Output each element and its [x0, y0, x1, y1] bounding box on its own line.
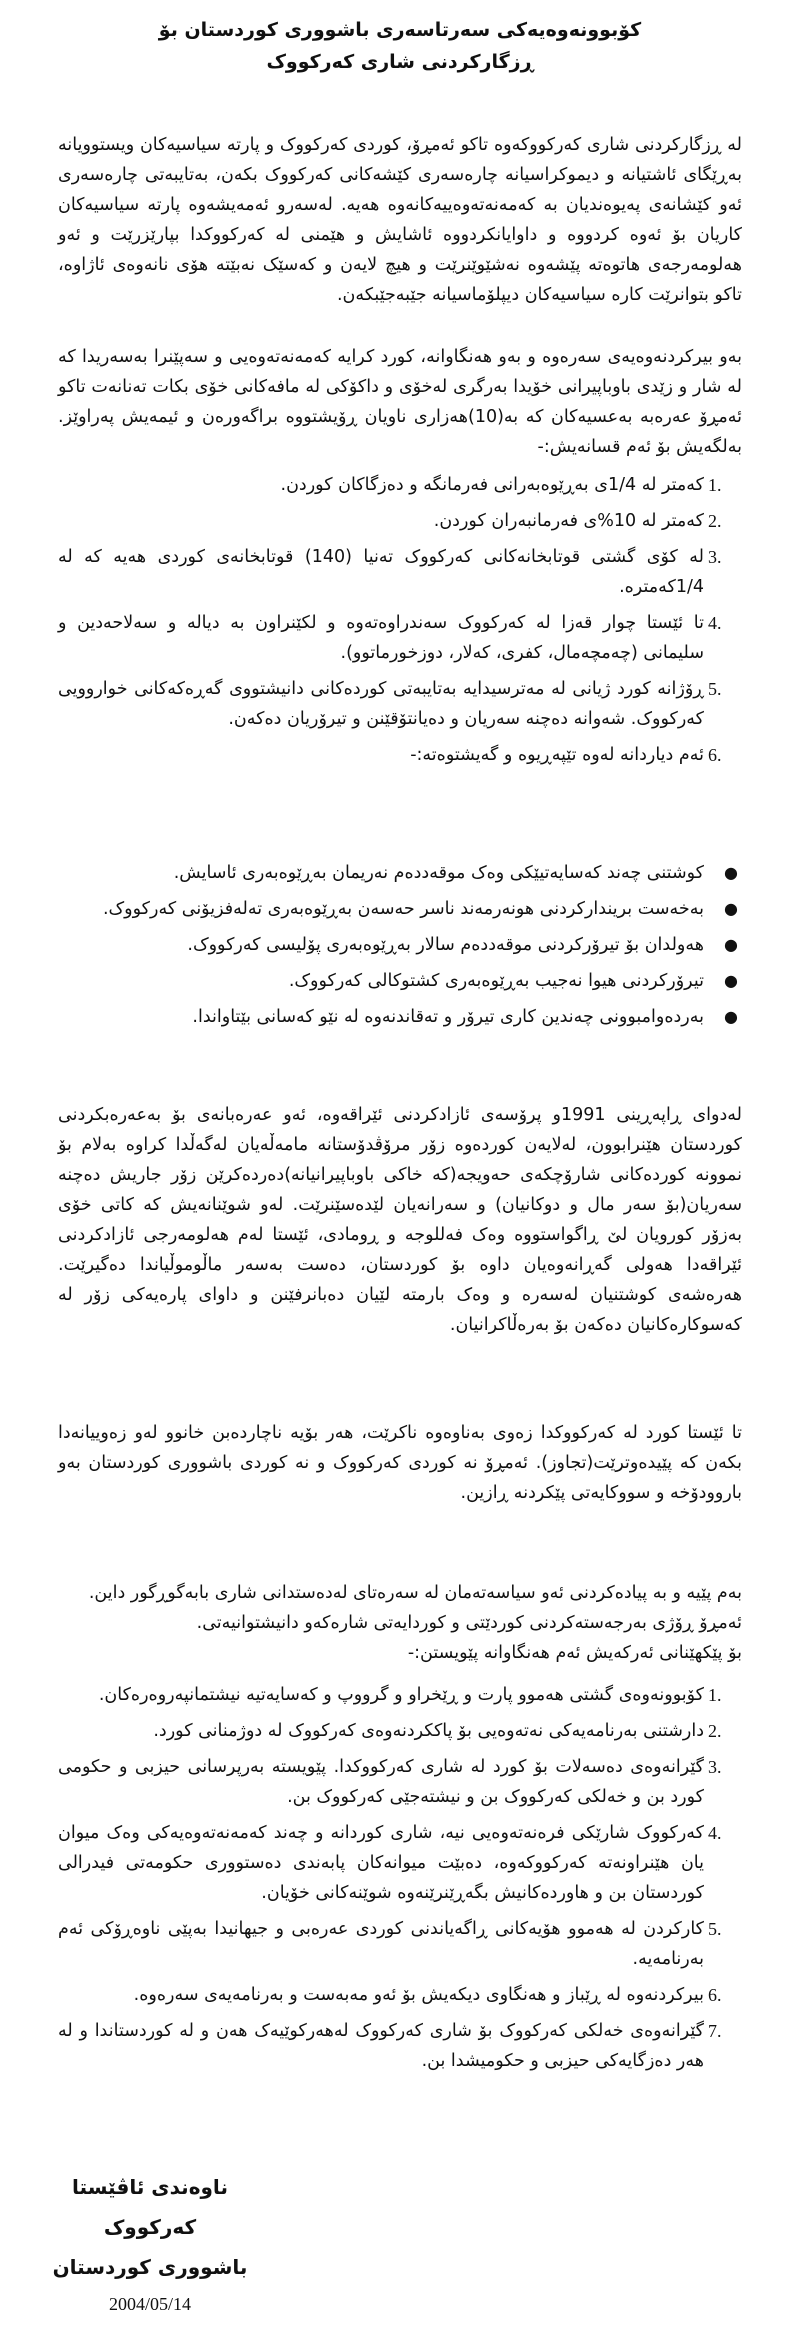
list-number: 5. [708, 1919, 722, 1939]
list-item [58, 608, 742, 668]
bullet-item [58, 930, 742, 960]
intro-paragraph-2: بەو بیرکردنەوەیەی سەرەوە و بەو هەنگاوانە، کورد کرایە کەمەنەتەوەیی و سەپێنرا بەسەریدا کە لە شار و زێدی باوباپیرانی خۆیدا بەرگری لەخۆی و داکۆکی لە مافەکانی خۆی بکات تەنانەت تاکو ئەمڕۆ عەرەبە بەعسیەکان کە بە(10)هەزاری ناویان ڕۆیشتووە براگەورەن و ئیمەیش پەراوێز. بەلگەیش بۆ ئەم قسانەیش:- [58, 347, 742, 457]
list-number: 4. [708, 1823, 722, 1843]
list-item [58, 1716, 742, 1746]
list-item [58, 506, 742, 536]
list-item-text: کەمتر لە 10%ی فەرمانبەران کوردن. [433, 511, 704, 531]
list-item [58, 2016, 742, 2076]
steps-intro-line-1: بەم پێیە و بە پیادەکردنی ئەو سیاسەتەمان لە سەرەتای لەدەستدانی شاری بابەگوڕگور داین. [88, 1583, 742, 1603]
list-item [58, 1680, 742, 1710]
list-item [58, 1818, 742, 1908]
list-item-text: گێرانەوەی خەلکی کەرکووک بۆ شاری کەرکووک لەهەرکوێیەک هەن و لە کوردستاندا و لە هەر دەزگایەکی حیزبی و حکومیشدا بن. [58, 2021, 704, 2071]
header-title-line-1: کۆبوونەوەیەکی سەرتاسەری باشووری کوردستان بۆ [158, 19, 642, 41]
list-item-text: دارشتنی بەرنامەیەکی نەتەوەیی بۆ پاککردنەوەی کەرکووک لە دوژمنانی کورد. [153, 1721, 704, 1741]
list-number: 5. [708, 679, 722, 699]
bullet-item-text: تیرۆرکردنی هیوا نەجیب بەڕێوەبەری کشتوکالی کەرکووک. [288, 971, 704, 991]
header-title-line-2: ڕزگارکردنی شاری کەرکووک [266, 51, 534, 73]
bullet-item-text: بەردەوامبوونی چەندین کاری تیرۆر و تەقاندنەوە لە نێو کەسانی بێتاواندا. [192, 1007, 704, 1027]
signature-region: باشووری کوردستان [52, 2255, 248, 2279]
list-number: 3. [708, 1757, 722, 1777]
signature-date: 2004/05/14 [108, 2294, 191, 2314]
bullet-item-text: بەخەست بریندارکردنی هونەرمەند ناسر حەسەن بەڕێوەبەری تەلەفزیۆنی کەرکووک. [102, 899, 704, 919]
list-item-text: کەمتر لە 1/4ی بەڕێوەبەرانی فەرمانگە و دەزگاکان کوردن. [280, 475, 704, 495]
steps-intro-line-2: ئەمڕۆ ڕۆژی بەرجەستەکردنی کوردێتی و کوردایەتی شارەکەو دانیشتوانیەتی. [196, 1613, 742, 1633]
steps-intro-line-3: بۆ پێکهێنانی ئەرکەیش ئەم هەنگاوانە پێویستن:- [407, 1643, 742, 1663]
bullet-item-text: کوشتنی چەند کەسایەتیێکی وەک موقەددەم نەریمان بەڕێوەبەری ئاسایش. [173, 863, 704, 883]
list-item-text: ڕۆژانە کورد ژیانی لە مەترسیدایە بەتایبەتی کوردەکانی دانیشتووی گەڕەکەکانی خواروویی کەرکووک. شەوانە دەچنە سەریان و دەیانتۆقێنن و تیرۆریان دەکەن. [58, 679, 704, 729]
list-item [58, 542, 742, 602]
signature-organization: ناوەندی ئاڤێستا [72, 2175, 228, 2199]
list-number: 6. [708, 745, 722, 765]
list-number: 7. [708, 2021, 722, 2041]
bullet-icon: ● [724, 935, 738, 954]
evidence-list [58, 470, 742, 776]
list-item [58, 1914, 742, 1974]
list-number: 1. [708, 1685, 722, 1705]
signature-city: کەرکووک [103, 2215, 197, 2239]
incidents-bullet-list [58, 858, 742, 1038]
list-item-text: گێرانەوەی دەسەلات بۆ کورد لە شاری کەرکووکدا. پێویستە بەرپرسانی حیزبی و حکومی کورد بن و خەلکی کەرکووک بن و نیشتەجێی کەرکووک بن. [58, 1757, 704, 1807]
list-number: 1. [708, 475, 722, 495]
required-steps-list [58, 1680, 742, 2082]
paragraph-steps-intro [58, 1578, 742, 1668]
bullet-icon: ● [724, 899, 738, 918]
list-item [58, 1980, 742, 2010]
paragraph-land-issue: تا ئێستا کورد لە کەرکووکدا زەوی بەناوەوە ناکرێت، هەر بۆیە ناچاردەبن خانوو لەو زەوییانەدا بکەن کە پێیدەوترێت(تجاوز). ئەمڕۆ نە کوردی کەرکووک و نە کوردی باشووری کوردستان بەو باروودۆخە و سووکایەتی پێکردنە ڕازین. [58, 1423, 742, 1503]
list-number: 3. [708, 547, 722, 567]
list-item-text: لە کۆی گشتی قوتابخانەکانی کەرکووک تەنیا (140) قوتابخانەی کوردی هەیە کە لە 1/4کەمترە. [58, 547, 704, 597]
bullet-icon: ● [724, 863, 738, 882]
list-item [58, 470, 742, 500]
bullet-icon: ● [724, 1007, 738, 1026]
bullet-item [58, 858, 742, 888]
list-number: 2. [708, 1721, 722, 1741]
list-item [58, 1752, 742, 1812]
list-item-text: کارکردن لە هەموو هۆیەکانی ڕاگەیاندنی کوردی عەرەبی و جیهانیدا بەپێی ناوەڕۆکی ئەم بەرنامەیە. [58, 1919, 704, 1969]
list-item-text: بیرکردنەوە لە ڕێباز و هەنگاوی دیکەیش بۆ ئەو مەبەست و بەرنامەیەی سەرەوە. [133, 1985, 704, 2005]
list-item [58, 740, 742, 770]
list-item-text: تا ئێستا چوار قەزا لە کەرکووک سەندراوەتەوە و لکێنراون بە دیالە و سەلاحەدین و سلیمانی (چەمچەمال، کفری، کەلار، دوزخورماتوو). [58, 613, 704, 663]
bullet-item [58, 1002, 742, 1032]
bullet-item [58, 966, 742, 996]
list-number: 2. [708, 511, 722, 531]
bullet-icon: ● [724, 971, 738, 990]
document-header [40, 14, 760, 78]
list-item-text: کۆبوونەوەی گشتی هەموو پارت و ڕێخراو و گرووپ و کەسایەتیە نیشتمانپەروەرەکان. [98, 1685, 704, 1705]
list-item-text: کەرکووک شارێکی فرەنەتەوەیی نیە، شاری کوردانە و چەند کەمەنەتەوەیەکی وەک میوان یان هێنراونەتە کەرکووکەوە، دەبێت میوانەکان پابەندی دەستووری حکومەتی فیدرالی کوردستان بن و هاوردەکانیش بگەڕێنرێنەوە شوێنەکانی خۆیان. [58, 1823, 704, 1903]
list-number: 6. [708, 1985, 722, 2005]
bullet-item-text: هەولدان بۆ تیرۆرکردنی موقەددەم سالار بەڕێوەبەری پۆلیسی کەرکووک. [187, 935, 704, 955]
list-item-text: ئەم دیاردانە لەوە تێپەڕیوە و گەیشتوەتە:- [410, 745, 704, 765]
paragraph-post-1991: لەدوای ڕاپەڕینی 1991و پرۆسەی ئازادکردنی ئێراقەوە، ئەو عەرەبانەی بۆ بەعەرەبکردنی کوردستان هێنرابوون، لەلایەن کوردەوە زۆر مرۆڤدۆستانە مامەڵەیان لەگەڵدا کراوە بەلام بۆ نموونە کوردەکانی شارۆچکەی حەویجە(کە خاکی باوباپیرانیانە)دەردەکرێن زۆر جاریش دەچنە سەریان(بۆ سەر مال و دوکانیان) و سەرانەیان لێدەسێنرێت. لەو شوێنانەیش کە کاتی خۆی بەزۆر کورویان لێ ڕاگواستووە وەک فەللوجە و ڕومادی، ئێستا لەم هەلومەرجی ئازادکردنی ئێراقەدا هەولی گەڕانەوەیان داوە بۆ کوردستان، دەست بەسەر ماڵوموڵیاندا دەگیرێت. هەرەشەی کوشتنیان لەسەرە و وەک بارمتە لێیان دەبانرفێنن و داوای پارەیەکی زۆر لە کەسوکارەکانیان دەکەن بۆ بەرەڵاکرانیان. [58, 1105, 743, 1335]
intro-paragraph-1: لە ڕزگارکردنی شاری کەرکووکەوە تاکو ئەمڕۆ، کوردی کەرکووک و پارتە سیاسیەکان ویستوویانە بەڕێگای ئاشتیانە و دیموکراسیانە چارەسەری کێشەکانی کەرکووک بکەن، بەتایبەتی چارەسەری ئەو کێشانەی پەیوەندیان بە کەمەنەتەوەییەکانەوە هەیە. لەسەرو ئەمەیشەوە پارتە سیاسیەکان کاریان بۆ ئەوە کردووە و داوایانکردووە ئاشایش و هێمنی لە کەرکووکدا بپارێزرێت و ئەو هەلومەرجەی هاتوەتە پێشەوە نەشێوێنرێت و هیچ لایەن و کەسێک نەبێتە هۆی نانەوەی ئاژاوە، تاکو بتوانرێت کارە سیاسیەکان دیپلۆماسیانە جێبەجێبکەن. [58, 135, 742, 305]
list-number: 4. [708, 613, 722, 633]
bullet-item [58, 894, 742, 924]
list-item [58, 674, 742, 734]
